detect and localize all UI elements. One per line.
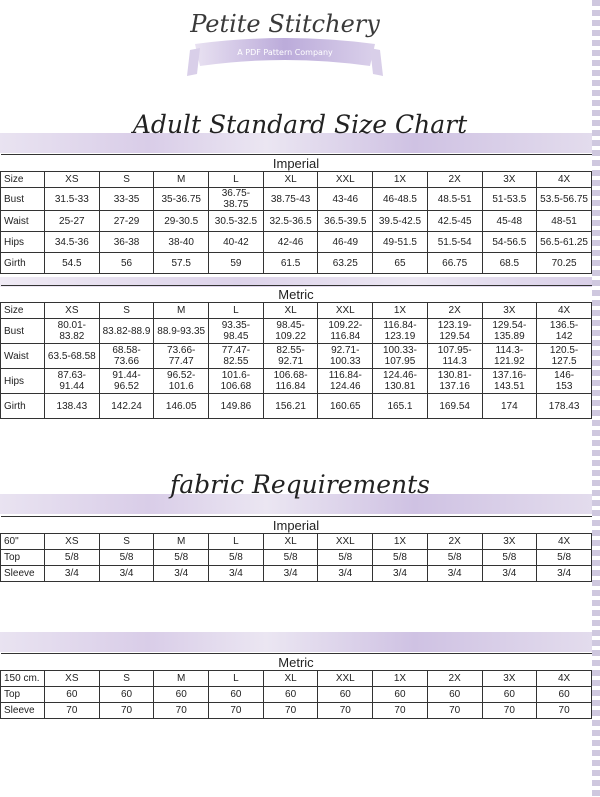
table-cell: 51-53.5 — [482, 188, 537, 211]
table-cell: 60 — [537, 687, 592, 703]
column-header: XS — [45, 172, 100, 188]
section-band — [0, 632, 592, 652]
table-cell: 5/8 — [482, 550, 537, 566]
column-header: 2X — [427, 303, 482, 319]
table-cell: 49-51.5 — [373, 232, 428, 253]
table-cell: 42.5-45 — [427, 211, 482, 232]
table-cell: 3/4 — [482, 566, 537, 582]
table-cell: 3/4 — [209, 566, 264, 582]
table-cell: 137.16- 143.51 — [482, 369, 537, 394]
table-caption: Imperial — [1, 517, 592, 534]
column-header: 1X — [373, 534, 428, 550]
table-cell: 38-40 — [154, 232, 209, 253]
table-cell: 93.35- 98.45 — [209, 319, 264, 344]
table-cell: 36.5-39.5 — [318, 211, 373, 232]
table-cell: 68.58- 73.66 — [99, 344, 154, 369]
table-cell: 3/4 — [99, 566, 154, 582]
table-caption: Metric — [1, 654, 592, 671]
table-cell: 25-27 — [45, 211, 100, 232]
table-cell: 83.82-88.9 — [99, 319, 154, 344]
table-row — [1, 566, 592, 582]
column-header: M — [154, 534, 209, 550]
table-cell: 91.44- 96.52 — [99, 369, 154, 394]
table-header-row — [1, 303, 592, 319]
column-header: M — [154, 172, 209, 188]
size-chart-metric-table — [0, 285, 592, 419]
table-cell: 98.45- 109.22 — [263, 319, 318, 344]
column-header: L — [209, 671, 264, 687]
table-cell: 3/4 — [154, 566, 209, 582]
table-row — [1, 369, 592, 394]
column-header: S — [99, 534, 154, 550]
table-cell: 56 — [99, 253, 154, 274]
table-cell: 5/8 — [154, 550, 209, 566]
table-cell: 46-48.5 — [373, 188, 428, 211]
table-cell: 42-46 — [263, 232, 318, 253]
column-header: S — [99, 671, 154, 687]
table-cell: 60 — [45, 687, 100, 703]
row-label: Hips — [1, 232, 45, 253]
table-cell: 70 — [263, 703, 318, 719]
column-header: 1X — [373, 303, 428, 319]
table-cell: 3/4 — [45, 566, 100, 582]
column-header: 1X — [373, 172, 428, 188]
table-cell: 106.68- 116.84 — [263, 369, 318, 394]
table-cell: 70 — [482, 703, 537, 719]
table-cell: 96.52- 101.6 — [154, 369, 209, 394]
table-cell: 53.5-56.75 — [537, 188, 592, 211]
table-header-row — [1, 671, 592, 687]
table-cell: 39.5-42.5 — [373, 211, 428, 232]
table-cell: 178.43 — [537, 394, 592, 419]
table-cell: 5/8 — [537, 550, 592, 566]
row-label: Bust — [1, 319, 45, 344]
column-header: XS — [45, 303, 100, 319]
column-header: XL — [263, 172, 318, 188]
table-cell: 138.43 — [45, 394, 100, 419]
table-cell: 92.71- 100.33 — [318, 344, 373, 369]
column-header: XXL — [318, 671, 373, 687]
column-header: 4X — [537, 172, 592, 188]
table-cell: 142.24 — [99, 394, 154, 419]
table-row — [1, 211, 592, 232]
table-cell: 60 — [99, 687, 154, 703]
table-cell: 54.5 — [45, 253, 100, 274]
table-row — [1, 319, 592, 344]
column-header: XXL — [318, 534, 373, 550]
table-cell: 101.6- 106.68 — [209, 369, 264, 394]
table-cell: 80.01- 83.82 — [45, 319, 100, 344]
column-header: Size — [1, 172, 45, 188]
column-header: XXL — [318, 172, 373, 188]
table-row — [1, 188, 592, 211]
table-row — [1, 550, 592, 566]
size-chart-title: Adult Standard Size Chart — [132, 110, 468, 139]
table-cell: 146.05 — [154, 394, 209, 419]
table-cell: 124.46- 130.81 — [373, 369, 428, 394]
table-cell: 70 — [209, 703, 264, 719]
column-header: XL — [263, 303, 318, 319]
table-cell: 46-49 — [318, 232, 373, 253]
table-cell: 48.5-51 — [427, 188, 482, 211]
table-cell: 31.5-33 — [45, 188, 100, 211]
table-cell: 59 — [209, 253, 264, 274]
column-header: 3X — [482, 303, 537, 319]
table-cell: 29-30.5 — [154, 211, 209, 232]
table-cell: 30.5-32.5 — [209, 211, 264, 232]
table-cell: 60 — [482, 687, 537, 703]
table-row — [1, 344, 592, 369]
row-label: Top — [1, 687, 45, 703]
column-header: Size — [1, 303, 45, 319]
column-header: XL — [263, 534, 318, 550]
size-chart-imperial-table — [0, 154, 592, 274]
column-header: 2X — [427, 172, 482, 188]
table-cell: 60 — [209, 687, 264, 703]
table-caption: Imperial — [1, 155, 592, 172]
table-cell: 3/4 — [263, 566, 318, 582]
table-cell: 77.47- 82.55 — [209, 344, 264, 369]
table-cell: 27-29 — [99, 211, 154, 232]
column-header: 1X — [373, 671, 428, 687]
table-cell: 65 — [373, 253, 428, 274]
table-cell: 70 — [537, 703, 592, 719]
column-header: S — [99, 172, 154, 188]
table-cell: 45-48 — [482, 211, 537, 232]
table-cell: 116.84- 124.46 — [318, 369, 373, 394]
row-label: Girth — [1, 253, 45, 274]
row-label: Sleeve — [1, 703, 45, 719]
column-header: M — [154, 303, 209, 319]
table-cell: 5/8 — [318, 550, 373, 566]
table-cell: 60 — [318, 687, 373, 703]
table-cell: 165.1 — [373, 394, 428, 419]
column-header: 3X — [482, 534, 537, 550]
table-cell: 169.54 — [427, 394, 482, 419]
table-cell: 60 — [373, 687, 428, 703]
table-cell: 48-51 — [537, 211, 592, 232]
column-header: L — [209, 534, 264, 550]
brand-logo — [185, 4, 385, 84]
table-cell: 3/4 — [373, 566, 428, 582]
table-cell: 136.5- 142 — [537, 319, 592, 344]
table-cell: 60 — [263, 687, 318, 703]
table-cell: 35-36.75 — [154, 188, 209, 211]
table-cell: 3/4 — [318, 566, 373, 582]
table-cell: 5/8 — [209, 550, 264, 566]
table-header-row — [1, 172, 592, 188]
table-cell: 60 — [154, 687, 209, 703]
table-cell: 43-46 — [318, 188, 373, 211]
table-cell: 156.21 — [263, 394, 318, 419]
fabric-requirements-title: fabric Requirements — [170, 470, 430, 499]
column-header: S — [99, 303, 154, 319]
table-cell: 5/8 — [263, 550, 318, 566]
table-cell: 3/4 — [537, 566, 592, 582]
table-cell: 70.25 — [537, 253, 592, 274]
table-cell: 70 — [154, 703, 209, 719]
table-row — [1, 703, 592, 719]
table-cell: 5/8 — [373, 550, 428, 566]
table-cell: 129.54- 135.89 — [482, 319, 537, 344]
row-label: Sleeve — [1, 566, 45, 582]
table-cell: 5/8 — [45, 550, 100, 566]
row-label: Waist — [1, 344, 45, 369]
table-row — [1, 687, 592, 703]
table-cell: 36.75- 38.75 — [209, 188, 264, 211]
table-cell: 114.3- 121.92 — [482, 344, 537, 369]
table-cell: 38.75-43 — [263, 188, 318, 211]
table-cell: 70 — [45, 703, 100, 719]
column-header: XS — [45, 534, 100, 550]
logo-title: Petite Stitchery — [190, 10, 380, 38]
column-header: 60" — [1, 534, 45, 550]
table-cell: 61.5 — [263, 253, 318, 274]
table-cell: 100.33- 107.95 — [373, 344, 428, 369]
table-cell: 120.5- 127.5 — [537, 344, 592, 369]
row-label: Bust — [1, 188, 45, 211]
table-cell: 70 — [99, 703, 154, 719]
table-cell: 63.25 — [318, 253, 373, 274]
table-row — [1, 394, 592, 419]
table-caption: Metric — [1, 286, 592, 303]
row-label: Waist — [1, 211, 45, 232]
table-cell: 149.86 — [209, 394, 264, 419]
table-cell: 146- 153 — [537, 369, 592, 394]
row-label: Hips — [1, 369, 45, 394]
table-header-row — [1, 534, 592, 550]
column-header: 2X — [427, 534, 482, 550]
column-header: XS — [45, 671, 100, 687]
column-header: 3X — [482, 172, 537, 188]
table-cell: 54-56.5 — [482, 232, 537, 253]
table-cell: 116.84- 123.19 — [373, 319, 428, 344]
column-header: L — [209, 303, 264, 319]
table-cell: 174 — [482, 394, 537, 419]
table-cell: 73.66- 77.47 — [154, 344, 209, 369]
table-cell: 36-38 — [99, 232, 154, 253]
fabric-imperial-table — [0, 516, 592, 582]
table-cell: 66.75 — [427, 253, 482, 274]
table-cell: 57.5 — [154, 253, 209, 274]
table-cell: 123.19- 129.54 — [427, 319, 482, 344]
table-cell: 130.81- 137.16 — [427, 369, 482, 394]
table-cell: 82.55- 92.71 — [263, 344, 318, 369]
table-cell: 3/4 — [427, 566, 482, 582]
column-header: 3X — [482, 671, 537, 687]
table-cell: 32.5-36.5 — [263, 211, 318, 232]
column-header: XXL — [318, 303, 373, 319]
table-cell: 87.63- 91.44 — [45, 369, 100, 394]
fabric-metric-table — [0, 653, 592, 719]
table-cell: 160.65 — [318, 394, 373, 419]
logo-subtitle: A PDF Pattern Company — [237, 48, 333, 57]
column-header: 150 cm. — [1, 671, 45, 687]
table-cell: 63.5-68.58 — [45, 344, 100, 369]
row-label: Top — [1, 550, 45, 566]
table-cell: 70 — [318, 703, 373, 719]
table-cell: 34.5-36 — [45, 232, 100, 253]
table-cell: 60 — [427, 687, 482, 703]
table-cell: 70 — [373, 703, 428, 719]
table-cell: 70 — [427, 703, 482, 719]
table-cell: 88.9-93.35 — [154, 319, 209, 344]
table-cell: 40-42 — [209, 232, 264, 253]
column-header: 2X — [427, 671, 482, 687]
table-cell: 68.5 — [482, 253, 537, 274]
column-header: 4X — [537, 534, 592, 550]
column-header: 4X — [537, 303, 592, 319]
column-header: M — [154, 671, 209, 687]
table-cell: 51.5-54 — [427, 232, 482, 253]
column-header: XL — [263, 671, 318, 687]
table-cell: 56.5-61.25 — [537, 232, 592, 253]
column-header: L — [209, 172, 264, 188]
table-cell: 33-35 — [99, 188, 154, 211]
table-row — [1, 253, 592, 274]
table-cell: 5/8 — [427, 550, 482, 566]
table-row — [1, 232, 592, 253]
table-cell: 5/8 — [99, 550, 154, 566]
row-label: Girth — [1, 394, 45, 419]
table-cell: 107.95- 114.3 — [427, 344, 482, 369]
column-header: 4X — [537, 671, 592, 687]
table-cell: 109.22- 116.84 — [318, 319, 373, 344]
